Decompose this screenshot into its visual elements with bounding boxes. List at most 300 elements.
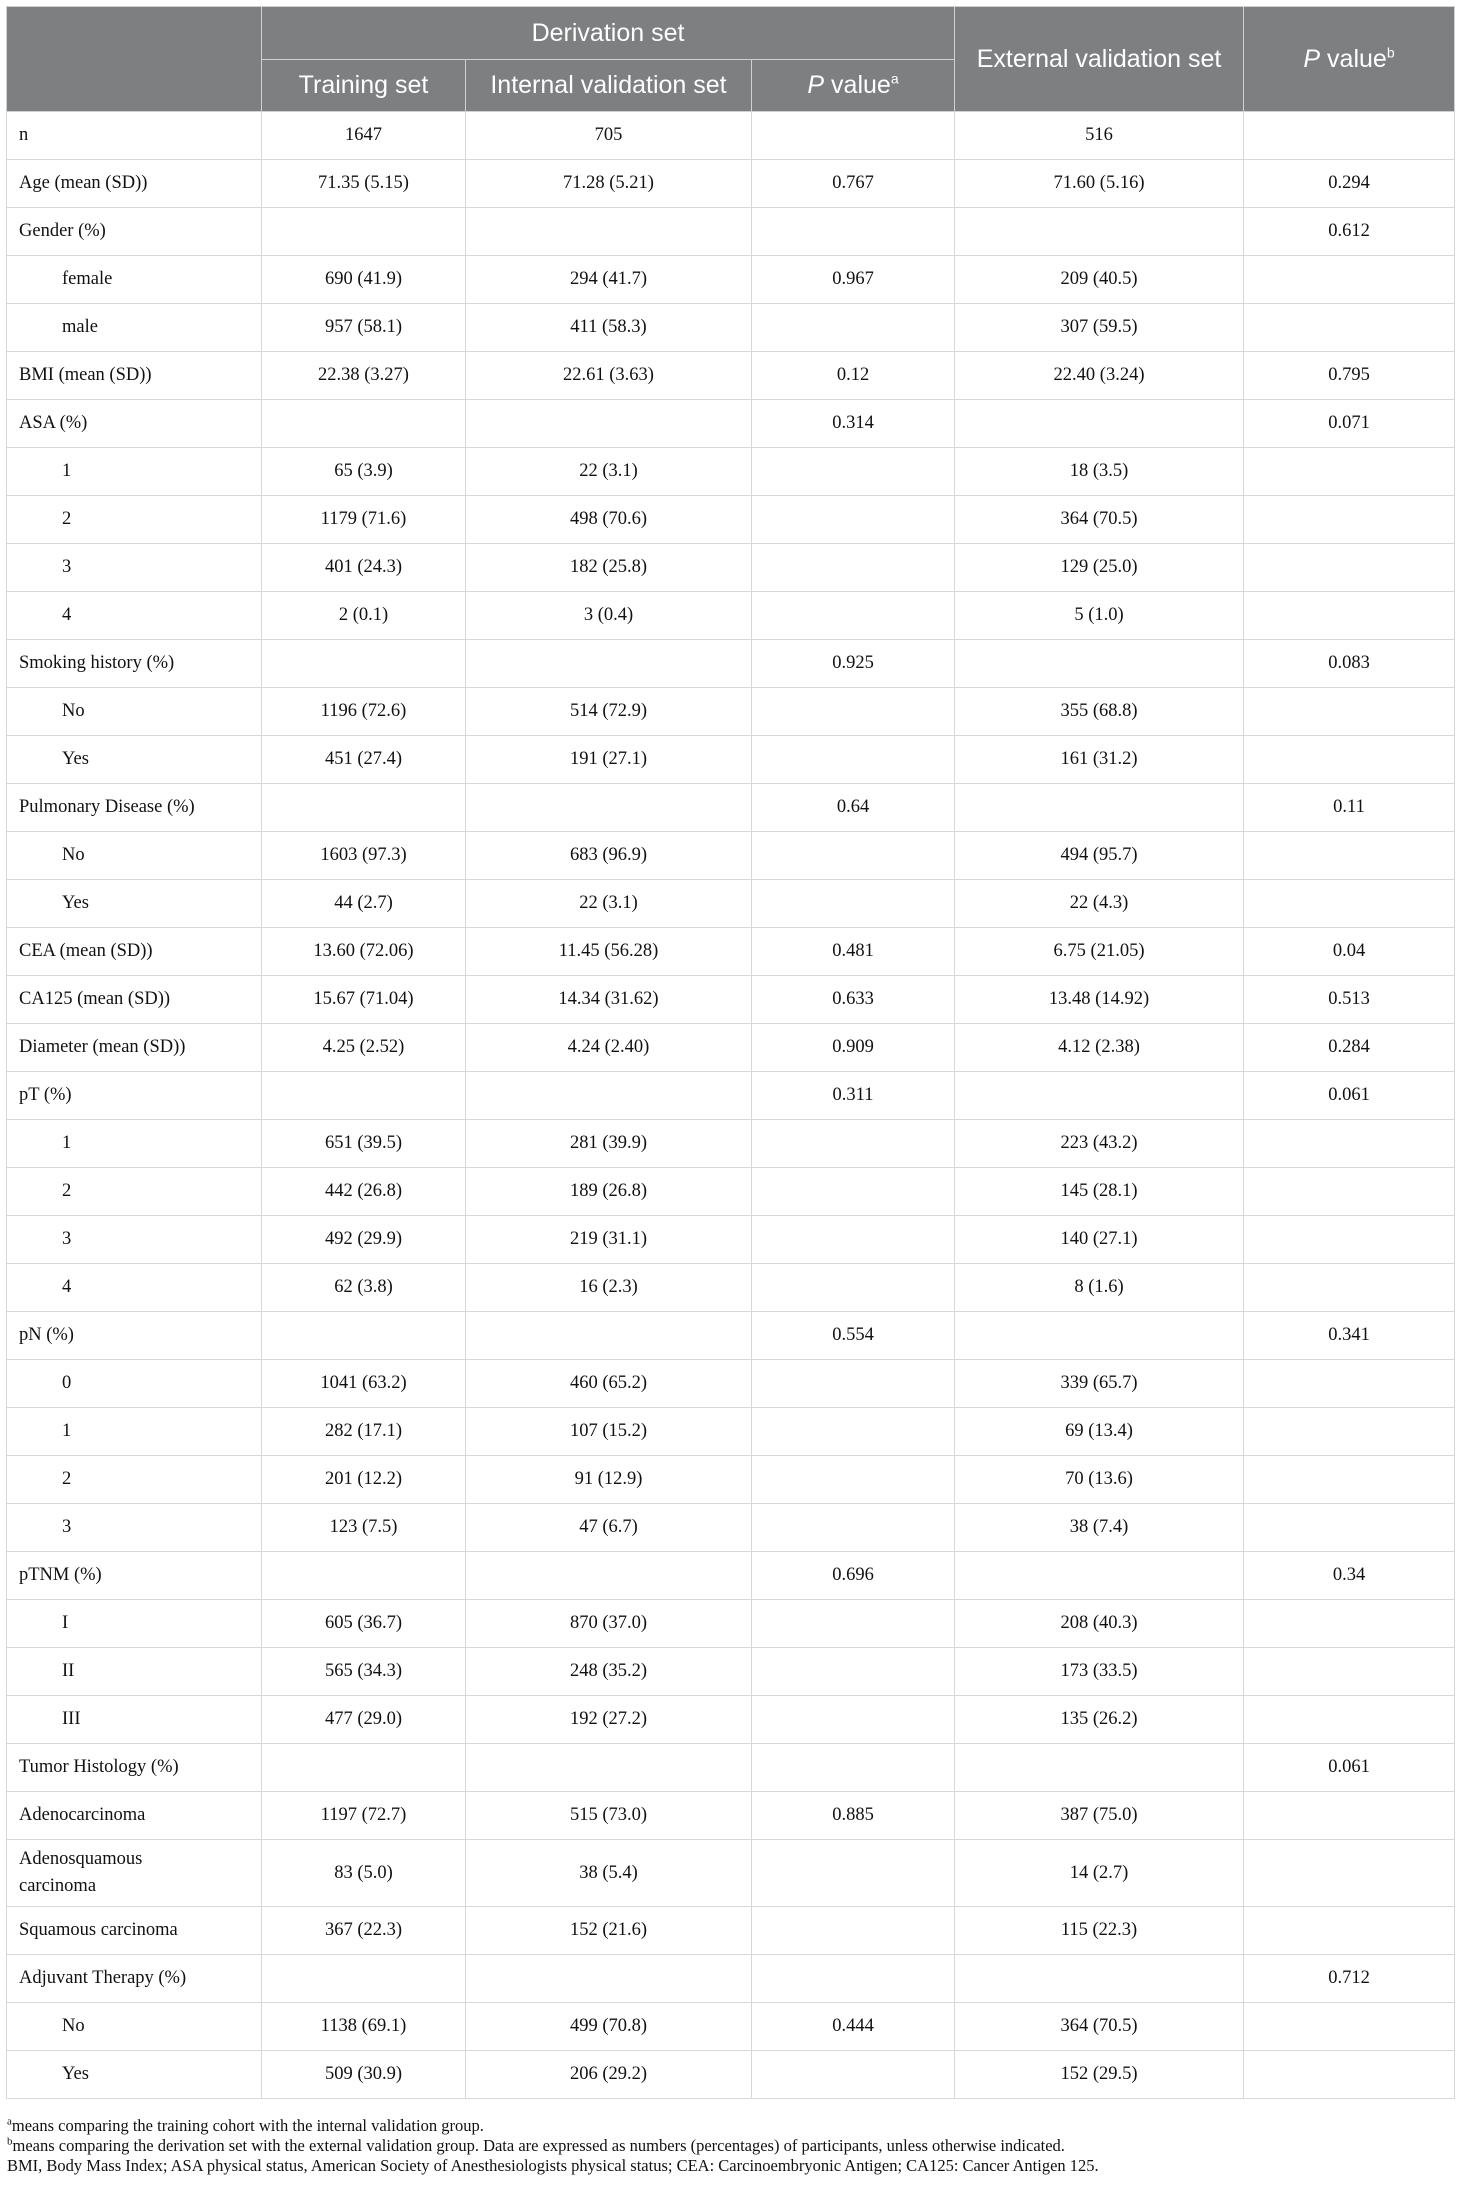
table-row bbox=[7, 688, 1455, 736]
cell-p-value-b: 0.083 bbox=[1244, 640, 1455, 688]
cell-external-validation-set: 71.60 (5.16) bbox=[955, 160, 1244, 208]
cell-internal-validation-set bbox=[466, 1072, 752, 1120]
cell-external-validation-set: 152 (29.5) bbox=[955, 2051, 1244, 2099]
cell-training-set: 509 (30.9) bbox=[262, 2051, 466, 2099]
row-label: 1 bbox=[7, 448, 262, 496]
cell-internal-validation-set: 206 (29.2) bbox=[466, 2051, 752, 2099]
cell-internal-validation-set: 294 (41.7) bbox=[466, 256, 752, 304]
row-label: 1 bbox=[7, 1408, 262, 1456]
cell-p-value-b: 0.061 bbox=[1244, 1072, 1455, 1120]
row-label: No bbox=[7, 688, 262, 736]
cell-internal-validation-set: 47 (6.7) bbox=[466, 1504, 752, 1552]
cell-p-value-b: 0.34 bbox=[1244, 1552, 1455, 1600]
header-p-value-a bbox=[752, 60, 955, 112]
row-label: female bbox=[7, 256, 262, 304]
cell-external-validation-set: 173 (33.5) bbox=[955, 1648, 1244, 1696]
cell-external-validation-set: 145 (28.1) bbox=[955, 1168, 1244, 1216]
table-row bbox=[7, 1696, 1455, 1744]
row-label: I bbox=[7, 1600, 262, 1648]
cell-training-set: 22.38 (3.27) bbox=[262, 352, 466, 400]
cell-p-value-a bbox=[752, 1168, 955, 1216]
cell-external-validation-set: 339 (65.7) bbox=[955, 1360, 1244, 1408]
cell-external-validation-set: 13.48 (14.92) bbox=[955, 976, 1244, 1024]
cell-training-set: 13.60 (72.06) bbox=[262, 928, 466, 976]
cell-p-value-b bbox=[1244, 1696, 1455, 1744]
cell-internal-validation-set bbox=[466, 208, 752, 256]
cell-p-value-a: 0.444 bbox=[752, 2003, 955, 2051]
cell-p-value-b bbox=[1244, 304, 1455, 352]
cell-p-value-b bbox=[1244, 1168, 1455, 1216]
cell-p-value-b: 0.071 bbox=[1244, 400, 1455, 448]
footnote-marker-a: a bbox=[890, 70, 899, 87]
cell-internal-validation-set: 705 bbox=[466, 112, 752, 160]
p-value-italic-label: P bbox=[807, 71, 825, 99]
cell-p-value-b: 0.712 bbox=[1244, 1955, 1455, 2003]
cell-training-set: 1197 (72.7) bbox=[262, 1792, 466, 1840]
cell-p-value-a: 0.633 bbox=[752, 976, 955, 1024]
cell-training-set: 65 (3.9) bbox=[262, 448, 466, 496]
cell-internal-validation-set bbox=[466, 784, 752, 832]
row-label: Diameter (mean (SD)) bbox=[7, 1024, 262, 1072]
cell-internal-validation-set: 182 (25.8) bbox=[466, 544, 752, 592]
row-label: pTNM (%) bbox=[7, 1552, 262, 1600]
p-value-suffix: value bbox=[824, 71, 891, 99]
cell-p-value-a bbox=[752, 1408, 955, 1456]
cell-external-validation-set: 364 (70.5) bbox=[955, 496, 1244, 544]
cell-p-value-a bbox=[752, 1216, 955, 1264]
cell-external-validation-set bbox=[955, 784, 1244, 832]
cell-p-value-a bbox=[752, 880, 955, 928]
table-row bbox=[7, 1360, 1455, 1408]
cell-training-set: 201 (12.2) bbox=[262, 1456, 466, 1504]
cell-p-value-b bbox=[1244, 2051, 1455, 2099]
cell-p-value-b: 0.612 bbox=[1244, 208, 1455, 256]
cell-internal-validation-set: 38 (5.4) bbox=[466, 1840, 752, 1907]
cell-p-value-b bbox=[1244, 1216, 1455, 1264]
table-row bbox=[7, 1456, 1455, 1504]
table-row bbox=[7, 928, 1455, 976]
table-row bbox=[7, 496, 1455, 544]
header-external-validation-set: External validation set bbox=[955, 7, 1244, 112]
table-row bbox=[7, 160, 1455, 208]
cell-internal-validation-set: 248 (35.2) bbox=[466, 1648, 752, 1696]
cell-external-validation-set: 208 (40.3) bbox=[955, 1600, 1244, 1648]
row-label: Yes bbox=[7, 736, 262, 784]
header-p-value-b bbox=[1244, 7, 1455, 112]
cell-p-value-a bbox=[752, 1360, 955, 1408]
row-label: 4 bbox=[7, 1264, 262, 1312]
cell-p-value-a bbox=[752, 1696, 955, 1744]
cell-external-validation-set: 135 (26.2) bbox=[955, 1696, 1244, 1744]
cell-p-value-a bbox=[752, 1907, 955, 1955]
row-label: Age (mean (SD)) bbox=[7, 160, 262, 208]
cell-p-value-a bbox=[752, 688, 955, 736]
cell-training-set: 2 (0.1) bbox=[262, 592, 466, 640]
cell-training-set bbox=[262, 208, 466, 256]
cell-p-value-a: 0.696 bbox=[752, 1552, 955, 1600]
footnote-b-text: means comparing the derivation set with the external validation group. Data are expressed as numbers (percentages) of participants, unless otherwise indicated. bbox=[12, 2136, 1065, 2155]
cell-p-value-b bbox=[1244, 592, 1455, 640]
cell-p-value-a bbox=[752, 1504, 955, 1552]
characteristics-table-container bbox=[6, 6, 1454, 2099]
cell-training-set: 565 (34.3) bbox=[262, 1648, 466, 1696]
cell-training-set: 4.25 (2.52) bbox=[262, 1024, 466, 1072]
row-label: III bbox=[7, 1696, 262, 1744]
cell-p-value-a bbox=[752, 544, 955, 592]
cell-p-value-b bbox=[1244, 544, 1455, 592]
row-label: 3 bbox=[7, 1504, 262, 1552]
row-label: 3 bbox=[7, 1216, 262, 1264]
row-label: Yes bbox=[7, 880, 262, 928]
cell-external-validation-set: 223 (43.2) bbox=[955, 1120, 1244, 1168]
cell-internal-validation-set: 460 (65.2) bbox=[466, 1360, 752, 1408]
table-header bbox=[7, 7, 1455, 112]
cell-p-value-a bbox=[752, 112, 955, 160]
table-row bbox=[7, 304, 1455, 352]
cell-p-value-b bbox=[1244, 880, 1455, 928]
row-label: pT (%) bbox=[7, 1072, 262, 1120]
cell-internal-validation-set: 16 (2.3) bbox=[466, 1264, 752, 1312]
table-row bbox=[7, 880, 1455, 928]
cell-p-value-a: 0.311 bbox=[752, 1072, 955, 1120]
row-label: Adenosquamous carcinoma bbox=[7, 1840, 262, 1907]
cell-p-value-b bbox=[1244, 1456, 1455, 1504]
cell-external-validation-set bbox=[955, 1072, 1244, 1120]
cell-internal-validation-set: 499 (70.8) bbox=[466, 2003, 752, 2051]
cell-internal-validation-set: 411 (58.3) bbox=[466, 304, 752, 352]
cell-p-value-b: 0.061 bbox=[1244, 1744, 1455, 1792]
table-row bbox=[7, 1168, 1455, 1216]
table-row bbox=[7, 1600, 1455, 1648]
cell-p-value-b: 0.284 bbox=[1244, 1024, 1455, 1072]
cell-p-value-a bbox=[752, 1744, 955, 1792]
row-label: Gender (%) bbox=[7, 208, 262, 256]
table-row bbox=[7, 400, 1455, 448]
cell-external-validation-set: 70 (13.6) bbox=[955, 1456, 1244, 1504]
cell-training-set bbox=[262, 1955, 466, 2003]
cell-training-set bbox=[262, 1744, 466, 1792]
cell-p-value-a: 0.64 bbox=[752, 784, 955, 832]
table-row bbox=[7, 1552, 1455, 1600]
cell-p-value-b bbox=[1244, 1792, 1455, 1840]
table-row bbox=[7, 1216, 1455, 1264]
footnote-marker-b: b bbox=[1386, 44, 1395, 61]
cell-p-value-b bbox=[1244, 496, 1455, 544]
row-label: Tumor Histology (%) bbox=[7, 1744, 262, 1792]
table-row bbox=[7, 256, 1455, 304]
footnote-a-text: means comparing the training cohort with the internal validation group. bbox=[11, 2116, 484, 2135]
cell-p-value-b bbox=[1244, 1600, 1455, 1648]
table-row bbox=[7, 1312, 1455, 1360]
cell-training-set: 451 (27.4) bbox=[262, 736, 466, 784]
row-label: Smoking history (%) bbox=[7, 640, 262, 688]
cell-p-value-a: 0.967 bbox=[752, 256, 955, 304]
cell-training-set: 1647 bbox=[262, 112, 466, 160]
row-label: 2 bbox=[7, 1168, 262, 1216]
cell-training-set: 477 (29.0) bbox=[262, 1696, 466, 1744]
cell-p-value-b bbox=[1244, 2003, 1455, 2051]
cell-p-value-a bbox=[752, 736, 955, 784]
row-label: BMI (mean (SD)) bbox=[7, 352, 262, 400]
table-row bbox=[7, 352, 1455, 400]
cell-external-validation-set: 516 bbox=[955, 112, 1244, 160]
row-label: 2 bbox=[7, 496, 262, 544]
cell-p-value-a bbox=[752, 1600, 955, 1648]
cell-training-set: 83 (5.0) bbox=[262, 1840, 466, 1907]
cell-external-validation-set: 38 (7.4) bbox=[955, 1504, 1244, 1552]
cell-internal-validation-set: 191 (27.1) bbox=[466, 736, 752, 784]
cell-internal-validation-set: 514 (72.9) bbox=[466, 688, 752, 736]
cell-p-value-a bbox=[752, 592, 955, 640]
cell-p-value-a bbox=[752, 448, 955, 496]
table-row bbox=[7, 1955, 1455, 2003]
cell-internal-validation-set: 22 (3.1) bbox=[466, 880, 752, 928]
table-row bbox=[7, 1504, 1455, 1552]
table-row bbox=[7, 592, 1455, 640]
cell-internal-validation-set bbox=[466, 1955, 752, 2003]
cell-external-validation-set bbox=[955, 1312, 1244, 1360]
row-label: male bbox=[7, 304, 262, 352]
row-label: CA125 (mean (SD)) bbox=[7, 976, 262, 1024]
cell-internal-validation-set: 71.28 (5.21) bbox=[466, 160, 752, 208]
table-row bbox=[7, 448, 1455, 496]
cell-p-value-a bbox=[752, 2051, 955, 2099]
cell-training-set: 605 (36.7) bbox=[262, 1600, 466, 1648]
cell-external-validation-set: 8 (1.6) bbox=[955, 1264, 1244, 1312]
cell-external-validation-set: 6.75 (21.05) bbox=[955, 928, 1244, 976]
cell-internal-validation-set bbox=[466, 400, 752, 448]
cell-external-validation-set bbox=[955, 400, 1244, 448]
cell-external-validation-set: 22 (4.3) bbox=[955, 880, 1244, 928]
cell-external-validation-set bbox=[955, 1552, 1244, 1600]
cell-p-value-b bbox=[1244, 736, 1455, 784]
cell-p-value-a: 0.909 bbox=[752, 1024, 955, 1072]
cell-p-value-b: 0.294 bbox=[1244, 160, 1455, 208]
cell-p-value-a bbox=[752, 1648, 955, 1696]
row-label: Squamous carcinoma bbox=[7, 1907, 262, 1955]
cell-external-validation-set: 22.40 (3.24) bbox=[955, 352, 1244, 400]
cell-training-set: 690 (41.9) bbox=[262, 256, 466, 304]
cell-p-value-b bbox=[1244, 832, 1455, 880]
cell-p-value-a: 0.925 bbox=[752, 640, 955, 688]
cell-training-set bbox=[262, 1312, 466, 1360]
table-row bbox=[7, 2051, 1455, 2099]
table-row bbox=[7, 640, 1455, 688]
header-training-set: Training set bbox=[262, 60, 466, 112]
cell-training-set: 1138 (69.1) bbox=[262, 2003, 466, 2051]
footnote-a bbox=[7, 2116, 1447, 2136]
cell-internal-validation-set: 498 (70.6) bbox=[466, 496, 752, 544]
cell-training-set: 1196 (72.6) bbox=[262, 688, 466, 736]
cell-p-value-b bbox=[1244, 1648, 1455, 1696]
footnote-b-marker: b bbox=[7, 2135, 13, 2148]
cell-p-value-b bbox=[1244, 1120, 1455, 1168]
cell-external-validation-set bbox=[955, 1744, 1244, 1792]
cell-p-value-b: 0.341 bbox=[1244, 1312, 1455, 1360]
cell-training-set: 71.35 (5.15) bbox=[262, 160, 466, 208]
row-label: 3 bbox=[7, 544, 262, 592]
table-row bbox=[7, 1408, 1455, 1456]
row-label: Adenocarcinoma bbox=[7, 1792, 262, 1840]
cell-external-validation-set: 364 (70.5) bbox=[955, 2003, 1244, 2051]
cell-external-validation-set: 140 (27.1) bbox=[955, 1216, 1244, 1264]
cell-p-value-b bbox=[1244, 1504, 1455, 1552]
cell-training-set bbox=[262, 784, 466, 832]
cell-external-validation-set: 18 (3.5) bbox=[955, 448, 1244, 496]
cell-training-set: 282 (17.1) bbox=[262, 1408, 466, 1456]
cell-internal-validation-set: 4.24 (2.40) bbox=[466, 1024, 752, 1072]
cell-p-value-b bbox=[1244, 1264, 1455, 1312]
cell-internal-validation-set bbox=[466, 1552, 752, 1600]
cell-internal-validation-set: 192 (27.2) bbox=[466, 1696, 752, 1744]
cell-p-value-b: 0.513 bbox=[1244, 976, 1455, 1024]
cell-p-value-a bbox=[752, 496, 955, 544]
table-row bbox=[7, 784, 1455, 832]
row-label: No bbox=[7, 2003, 262, 2051]
cell-external-validation-set bbox=[955, 640, 1244, 688]
cell-internal-validation-set: 22.61 (3.63) bbox=[466, 352, 752, 400]
cell-training-set: 1041 (63.2) bbox=[262, 1360, 466, 1408]
characteristics-table bbox=[6, 6, 1455, 2099]
cell-external-validation-set bbox=[955, 1955, 1244, 2003]
header-internal-validation-set: Internal validation set bbox=[466, 60, 752, 112]
cell-internal-validation-set: 189 (26.8) bbox=[466, 1168, 752, 1216]
row-label: No bbox=[7, 832, 262, 880]
row-label: 0 bbox=[7, 1360, 262, 1408]
table-footnotes bbox=[7, 2116, 1447, 2176]
table-row bbox=[7, 1120, 1455, 1168]
cell-external-validation-set: 129 (25.0) bbox=[955, 544, 1244, 592]
cell-internal-validation-set: 219 (31.1) bbox=[466, 1216, 752, 1264]
cell-training-set: 492 (29.9) bbox=[262, 1216, 466, 1264]
cell-training-set bbox=[262, 400, 466, 448]
cell-external-validation-set: 115 (22.3) bbox=[955, 1907, 1244, 1955]
header-blank-cell bbox=[7, 7, 262, 112]
cell-training-set bbox=[262, 1072, 466, 1120]
table-body bbox=[7, 112, 1455, 2099]
cell-external-validation-set: 307 (59.5) bbox=[955, 304, 1244, 352]
cell-p-value-b bbox=[1244, 112, 1455, 160]
table-row bbox=[7, 544, 1455, 592]
cell-external-validation-set: 69 (13.4) bbox=[955, 1408, 1244, 1456]
cell-training-set bbox=[262, 640, 466, 688]
cell-internal-validation-set bbox=[466, 1744, 752, 1792]
cell-training-set: 442 (26.8) bbox=[262, 1168, 466, 1216]
table-row bbox=[7, 1264, 1455, 1312]
cell-p-value-a bbox=[752, 1264, 955, 1312]
row-label: Adjuvant Therapy (%) bbox=[7, 1955, 262, 2003]
cell-training-set: 957 (58.1) bbox=[262, 304, 466, 352]
cell-internal-validation-set: 152 (21.6) bbox=[466, 1907, 752, 1955]
row-label: n bbox=[7, 112, 262, 160]
p-value-italic-label: P bbox=[1303, 44, 1321, 73]
cell-internal-validation-set: 515 (73.0) bbox=[466, 1792, 752, 1840]
table-row bbox=[7, 1072, 1455, 1120]
cell-p-value-a bbox=[752, 1456, 955, 1504]
cell-p-value-b: 0.11 bbox=[1244, 784, 1455, 832]
cell-p-value-a bbox=[752, 1955, 955, 2003]
cell-p-value-a: 0.885 bbox=[752, 1792, 955, 1840]
row-label: Yes bbox=[7, 2051, 262, 2099]
cell-p-value-b: 0.04 bbox=[1244, 928, 1455, 976]
cell-training-set: 367 (22.3) bbox=[262, 1907, 466, 1955]
cell-p-value-b: 0.795 bbox=[1244, 352, 1455, 400]
cell-p-value-a bbox=[752, 1120, 955, 1168]
row-label: pN (%) bbox=[7, 1312, 262, 1360]
table-row bbox=[7, 1792, 1455, 1840]
cell-internal-validation-set bbox=[466, 640, 752, 688]
row-label: 4 bbox=[7, 592, 262, 640]
cell-p-value-b bbox=[1244, 688, 1455, 736]
cell-external-validation-set: 14 (2.7) bbox=[955, 1840, 1244, 1907]
table-row bbox=[7, 1907, 1455, 1955]
table-row bbox=[7, 832, 1455, 880]
cell-p-value-b bbox=[1244, 256, 1455, 304]
cell-external-validation-set: 209 (40.5) bbox=[955, 256, 1244, 304]
cell-internal-validation-set: 14.34 (31.62) bbox=[466, 976, 752, 1024]
cell-p-value-b bbox=[1244, 1360, 1455, 1408]
cell-external-validation-set: 4.12 (2.38) bbox=[955, 1024, 1244, 1072]
table-row bbox=[7, 1024, 1455, 1072]
cell-external-validation-set: 161 (31.2) bbox=[955, 736, 1244, 784]
table-row bbox=[7, 736, 1455, 784]
cell-p-value-a bbox=[752, 208, 955, 256]
cell-training-set: 401 (24.3) bbox=[262, 544, 466, 592]
cell-internal-validation-set: 22 (3.1) bbox=[466, 448, 752, 496]
cell-training-set: 1179 (71.6) bbox=[262, 496, 466, 544]
table-row bbox=[7, 1744, 1455, 1792]
table-row bbox=[7, 1648, 1455, 1696]
cell-p-value-b bbox=[1244, 1840, 1455, 1907]
row-label: 1 bbox=[7, 1120, 262, 1168]
header-derivation-set: Derivation set bbox=[262, 7, 955, 60]
row-label: Pulmonary Disease (%) bbox=[7, 784, 262, 832]
cell-external-validation-set: 5 (1.0) bbox=[955, 592, 1244, 640]
cell-p-value-a: 0.12 bbox=[752, 352, 955, 400]
cell-training-set: 44 (2.7) bbox=[262, 880, 466, 928]
row-label: 2 bbox=[7, 1456, 262, 1504]
footnote-b bbox=[7, 2136, 1447, 2156]
row-label: ASA (%) bbox=[7, 400, 262, 448]
cell-p-value-a: 0.767 bbox=[752, 160, 955, 208]
cell-internal-validation-set: 3 (0.4) bbox=[466, 592, 752, 640]
cell-training-set: 651 (39.5) bbox=[262, 1120, 466, 1168]
footnote-abbreviations: BMI, Body Mass Index; ASA physical status, American Society of Anesthesiologists physical status; CEA: Carcinoembryonic Antigen; CA125: Cancer Antigen 125. bbox=[7, 2156, 1099, 2175]
cell-external-validation-set: 355 (68.8) bbox=[955, 688, 1244, 736]
cell-p-value-b bbox=[1244, 1907, 1455, 1955]
table-row bbox=[7, 2003, 1455, 2051]
row-label: CEA (mean (SD)) bbox=[7, 928, 262, 976]
table-row bbox=[7, 208, 1455, 256]
cell-internal-validation-set: 870 (37.0) bbox=[466, 1600, 752, 1648]
table-row bbox=[7, 1840, 1455, 1907]
cell-training-set: 15.67 (71.04) bbox=[262, 976, 466, 1024]
cell-p-value-a: 0.481 bbox=[752, 928, 955, 976]
cell-internal-validation-set: 281 (39.9) bbox=[466, 1120, 752, 1168]
cell-external-validation-set: 387 (75.0) bbox=[955, 1792, 1244, 1840]
cell-training-set: 123 (7.5) bbox=[262, 1504, 466, 1552]
row-label: II bbox=[7, 1648, 262, 1696]
cell-internal-validation-set bbox=[466, 1312, 752, 1360]
cell-p-value-a bbox=[752, 304, 955, 352]
cell-p-value-b bbox=[1244, 448, 1455, 496]
cell-internal-validation-set: 11.45 (56.28) bbox=[466, 928, 752, 976]
table-row bbox=[7, 976, 1455, 1024]
cell-training-set: 62 (3.8) bbox=[262, 1264, 466, 1312]
footnote-a-marker: a bbox=[7, 2115, 12, 2128]
p-value-suffix: value bbox=[1320, 44, 1387, 73]
cell-internal-validation-set: 91 (12.9) bbox=[466, 1456, 752, 1504]
